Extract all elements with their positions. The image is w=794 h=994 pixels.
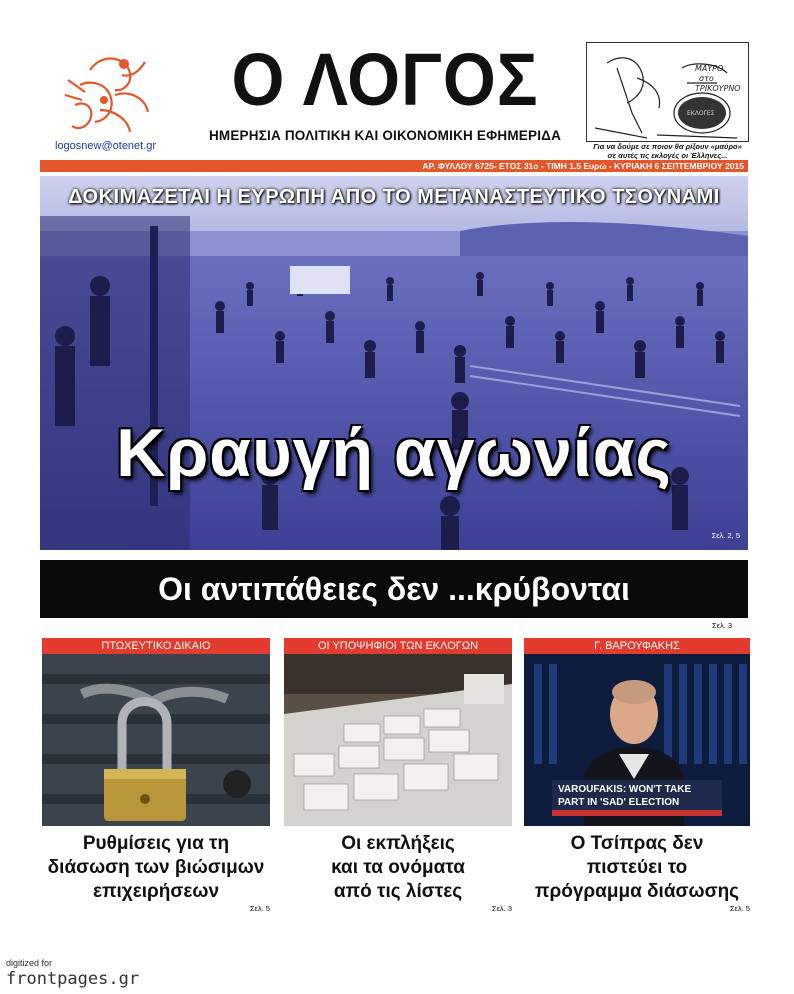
tv-caption-line-2: PART IN 'SAD' ELECTION	[558, 797, 680, 808]
hero-page-ref: Σελ. 2, 5	[711, 531, 740, 540]
contact-email[interactable]: logosnew@otenet.gr	[55, 140, 157, 152]
svg-text:ΜΑΥΡΟ: ΜΑΥΡΟ	[695, 64, 724, 73]
column-headline-line: Ο Τσίπρας δεν	[570, 833, 704, 854]
hero-photo	[40, 176, 748, 550]
digitized-for-label: digitized for	[6, 958, 53, 968]
column-headline-line: Οι εκπλήξεις	[341, 833, 455, 854]
cartoon-caption-line-1: Για να δούμε σε ποιον θα ρίξουν «μαύρο»	[593, 142, 742, 151]
cartoon-caption	[586, 142, 749, 160]
ballots-photo	[284, 654, 512, 826]
story-column-varoufakis[interactable]	[524, 638, 750, 913]
svg-text:στο: στο	[699, 74, 714, 83]
newspaper-logo	[60, 50, 160, 135]
column-headline-line: και τα ονόματα	[331, 857, 465, 878]
column-section-label: ΟΙ ΥΠΟΨΗΦΙΟΙ ΤΩΝ ΕΚΛΟΓΩΝ	[284, 638, 512, 654]
column-headline	[284, 832, 512, 904]
banner-page-ref: Σελ. 3	[712, 621, 733, 630]
column-headline	[524, 832, 750, 904]
story-column-candidates[interactable]	[284, 638, 512, 913]
column-section-label: Γ. ΒΑΡΟΥΦΑΚΗΣ	[524, 638, 750, 654]
cartoon-caption-line-2: σε αυτές τις εκλογές οι Έλληνες...	[607, 151, 728, 160]
hero-photo-story[interactable]	[40, 176, 748, 550]
column-page-ref: Σελ. 5	[729, 904, 750, 913]
column-headline-line: επιχειρήσεων	[92, 881, 220, 902]
newspaper-subtitle: ΗΜΕΡΗΣΙΑ ΠΟΛΙΤΙΚΗ ΚΑΙ ΟΙΚΟΝΟΜΙΚΗ ΕΦΗΜΕΡΙΔΑ	[208, 128, 562, 143]
padlock-photo	[42, 654, 270, 826]
secondary-headline-banner[interactable]: Οι αντιπάθειες δεν ...κρύβονται	[40, 560, 748, 618]
svg-text:ΤΡΙΚΟΥΡΝΟ: ΤΡΙΚΟΥΡΝΟ	[695, 84, 741, 93]
column-page-ref: Σελ. 3	[491, 904, 512, 913]
hero-kicker: ΔΟΚΙΜΑΖΕΤΑΙ Η ΕΥΡΩΠΗ ΑΠΟ ΤΟ ΜΕΤΑΝΑΣΤΕΥΤΙΚΟ ΤΣΟΥΝΑΜΙ	[68, 186, 720, 208]
newspaper-title: Ο ΛΟΓΟΣ	[231, 38, 539, 121]
column-section-label: ΠΤΩΧΕΥΤΙΚΟ ΔΙΚΑΙΟ	[42, 638, 270, 654]
svg-text:ΕΚΛΟΓΕΣ: ΕΚΛΟΓΕΣ	[687, 110, 715, 117]
column-page-ref: Σελ. 5	[249, 904, 270, 913]
column-headline-line: Ρυθμίσεις για τη	[82, 833, 230, 854]
source-site-link[interactable]: frontpages.gr	[6, 969, 140, 989]
hero-title[interactable]: Κραυγή αγωνίας	[116, 415, 672, 491]
column-headline-line: πιστεύει το	[586, 857, 688, 878]
editorial-cartoon	[586, 42, 749, 142]
issue-info-bar: ΑΡ. ΦΥΛΛΟΥ 6725- ΕΤΟΣ 31ο - ΤΙΜΗ 1.5 Ευρώ - ΚΥΡΙΑΚΗ 6 ΣΕΠΤΕΜΒΡΙΟΥ 2015	[40, 160, 748, 172]
column-headline	[42, 832, 270, 904]
story-column-bankruptcy[interactable]	[42, 638, 270, 913]
column-headline-line: από τις λίστες	[333, 881, 463, 902]
column-headline-line: πρόγραμμα διάσωσης	[534, 881, 740, 902]
tv-caption-line-1: VAROUFAKIS: WON'T TAKE	[558, 784, 692, 795]
column-headline-line: διάσωση των βιώσιμων	[47, 857, 265, 878]
varoufakis-tv-photo	[524, 654, 750, 826]
